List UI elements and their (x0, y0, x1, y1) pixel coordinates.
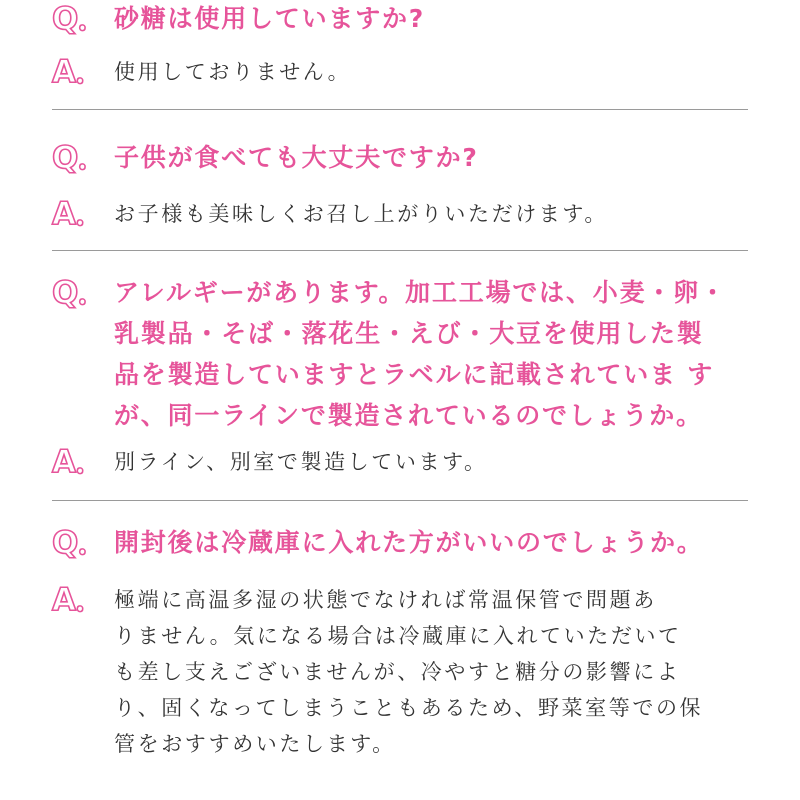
q-marker-icon: Q。 (52, 525, 101, 561)
q-marker-icon: Q。 (52, 1, 101, 37)
faq-answer: 別ライン、別室で製造しています。 (114, 450, 488, 474)
a-marker-icon: A。 (52, 196, 99, 232)
a-marker-icon: A。 (52, 54, 99, 90)
a-marker-icon: A。 (52, 444, 99, 480)
faq-question: 子供が食べても大丈夫ですか? (114, 143, 479, 172)
divider (52, 109, 748, 110)
faq-answer: 極端に高温多湿の状態でなければ常温保管で問題あ りません。気になる場合は冷蔵庫に入れていただいて も差し支えございませんが、冷やすと糖分の影響によ り、固くなってしまうこともあるため、野菜室等での保 管をおすすめいたします。 (114, 588, 704, 756)
q-marker-icon: Q。 (52, 140, 101, 176)
faq-answer: 使用しておりません。 (114, 60, 352, 84)
faq-question: アレルギーがあります。加工工場では、小麦・卵・ 乳製品・そば・落花生・えび・大豆を使用した製 品を製造していますとラベルに記載されていま す が、同一ラインで製造されているのでしょうか。 (114, 278, 727, 430)
faq-question: 砂糖は使用していますか? (114, 4, 426, 33)
q-marker-icon: Q。 (52, 275, 101, 311)
faq-question: 開封後は冷蔵庫に入れた方がいいのでしょうか。 (114, 528, 704, 557)
faq-answer: お子様も美味しくお召し上がりいただけます。 (114, 202, 608, 226)
divider (52, 500, 748, 501)
a-marker-icon: A。 (52, 582, 99, 618)
divider (52, 250, 748, 251)
